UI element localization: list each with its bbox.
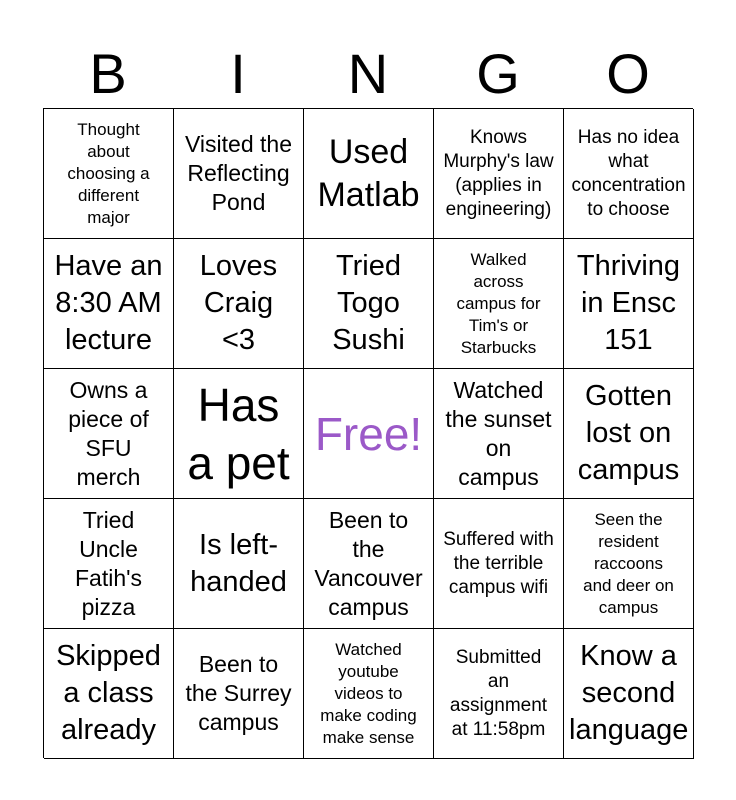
cell-text: Visited the Reflecting Pond (185, 131, 292, 215)
cell-text: Tried Togo Sushi (332, 250, 405, 356)
cell-text: Been to the Vancouver campus (314, 506, 423, 620)
bingo-cell[interactable] (434, 369, 564, 499)
bingo-header (43, 40, 693, 108)
header-letter-b: B (89, 42, 127, 105)
bingo-cell[interactable] (564, 629, 694, 759)
bingo-cell[interactable] (434, 629, 564, 759)
cell-text: Owns a piece of SFU merch (68, 376, 149, 490)
header-letter-o: O (606, 42, 650, 105)
cell-text: Submitted an assignment at 11:58pm (449, 646, 548, 740)
header-letter-g: G (476, 42, 520, 105)
bingo-cell[interactable] (304, 629, 434, 759)
bingo-cell[interactable] (304, 499, 434, 629)
cell-text: Used Matlab (317, 132, 420, 214)
free-space-cell[interactable] (304, 369, 434, 499)
bingo-cell[interactable] (434, 499, 564, 629)
cell-text: Loves Craig <3 (199, 250, 278, 356)
bingo-cell[interactable] (304, 239, 434, 369)
bingo-cell[interactable] (174, 499, 304, 629)
cell-text: Watched youtube videos to make coding make sense (320, 639, 417, 747)
cell-text: Has no idea what concentration to choose (571, 126, 686, 220)
bingo-cell[interactable] (304, 109, 434, 239)
cell-text: Know a second language (569, 640, 689, 746)
bingo-cell[interactable] (174, 629, 304, 759)
bingo-cell[interactable] (564, 369, 694, 499)
bingo-cell[interactable] (434, 239, 564, 369)
bingo-cell[interactable] (564, 109, 694, 239)
cell-text: Walked across campus for Tim's or Starbucks (456, 249, 541, 357)
cell-text: Tried Uncle Fatih's pizza (74, 506, 143, 620)
cell-text: Knows Murphy's law (applies in engineering) (443, 126, 554, 220)
cell-text: Have an 8:30 AM lecture (54, 250, 163, 356)
cell-text: Thought about choosing a different major (67, 119, 150, 227)
bingo-cell[interactable] (44, 499, 174, 629)
bingo-cell[interactable] (174, 239, 304, 369)
bingo-cell[interactable] (44, 109, 174, 239)
bingo-cell[interactable] (434, 109, 564, 239)
cell-text: Been to the Surrey campus (185, 651, 292, 735)
bingo-cell[interactable] (174, 369, 304, 499)
bingo-cell[interactable] (174, 109, 304, 239)
header-letter-n: N (347, 42, 389, 105)
bingo-cell[interactable] (564, 239, 694, 369)
bingo-cell[interactable] (44, 369, 174, 499)
free-space-text: Free! (314, 407, 423, 460)
cell-text: Gotten lost on campus (577, 380, 680, 486)
cell-text: Thriving in Ensc 151 (576, 250, 681, 356)
cell-text: Suffered with the terrible campus wifi (443, 528, 554, 598)
cell-text: Is left- handed (190, 528, 287, 598)
bingo-cell[interactable] (44, 239, 174, 369)
bingo-cell[interactable] (44, 629, 174, 759)
header-letter-i: I (230, 42, 246, 105)
cell-text: Seen the resident raccoons and deer on campus (583, 509, 674, 617)
cell-text: Watched the sunset on campus (445, 376, 552, 490)
bingo-board (43, 108, 693, 758)
cell-text: Skipped a class already (56, 640, 161, 746)
bingo-cell[interactable] (564, 499, 694, 629)
cell-text: Has a pet (187, 378, 290, 489)
